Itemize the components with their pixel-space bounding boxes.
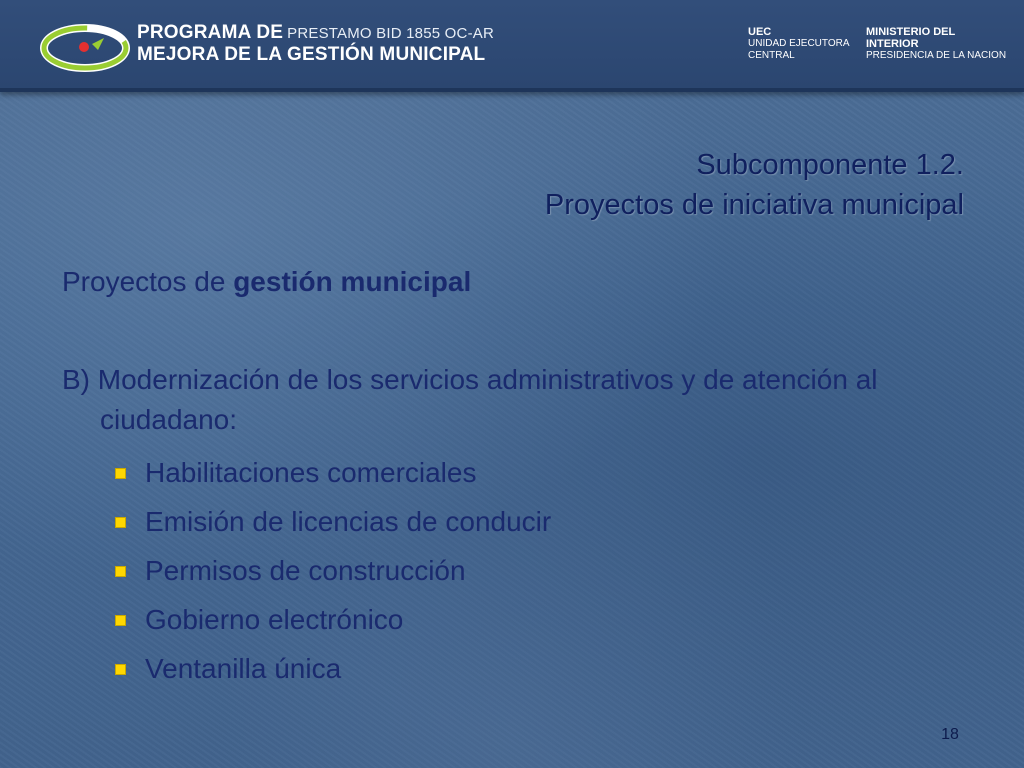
slide-body bbox=[62, 262, 962, 693]
bullet-square-icon bbox=[115, 664, 126, 675]
slide-title-line2: Proyectos de iniciativa municipal bbox=[544, 189, 964, 221]
uec-label bbox=[748, 26, 850, 62]
intro-text bbox=[62, 262, 962, 302]
list-item-label: Emisión de licencias de conducir bbox=[145, 506, 552, 537]
list-item-label: Permisos de construcción bbox=[145, 555, 466, 586]
intro-bold: gestión municipal bbox=[233, 266, 472, 297]
program-loan-label: PRESTAMO BID 1855 OC-AR bbox=[287, 25, 494, 42]
page-number: 18 bbox=[941, 726, 959, 743]
list-item-label: Habilitaciones comerciales bbox=[145, 457, 477, 488]
list-item bbox=[62, 595, 962, 644]
program-name bbox=[137, 22, 494, 65]
ministerio-line3: PRESIDENCIA DE LA NACION bbox=[866, 50, 1007, 61]
bullet-square-icon bbox=[115, 468, 126, 479]
list-item bbox=[62, 448, 962, 497]
list-item-label: Gobierno electrónico bbox=[145, 604, 404, 635]
slide-title-line1: Subcomponente 1.2. bbox=[696, 149, 964, 181]
programa-logo-icon bbox=[40, 20, 130, 76]
bullet-square-icon bbox=[115, 517, 126, 528]
bullet-square-icon bbox=[115, 566, 126, 577]
slide-title bbox=[264, 145, 964, 225]
list-item-label: Ventanilla única bbox=[145, 653, 342, 684]
program-name-line2: MEJORA DE LA GESTIÓN MUNICIPAL bbox=[137, 44, 486, 65]
ministerio-line1: MINISTERIO DEL bbox=[866, 26, 956, 38]
bullet-square-icon bbox=[115, 615, 126, 626]
intro-plain: Proyectos de bbox=[62, 266, 234, 297]
uec-title: UEC bbox=[748, 26, 772, 38]
section-heading: B) Modernización de los servicios administrativos y de atención al ciudadano: bbox=[62, 364, 878, 435]
uec-line2: CENTRAL bbox=[748, 50, 795, 61]
header-band bbox=[0, 0, 1024, 92]
list-item bbox=[62, 546, 962, 595]
list-item bbox=[62, 644, 962, 693]
list-item bbox=[62, 497, 962, 546]
uec-line1: UNIDAD EJECUTORA bbox=[748, 38, 850, 49]
program-name-line1: PROGRAMA DE bbox=[137, 22, 284, 43]
bullet-list bbox=[62, 448, 962, 693]
ministerio-line2: INTERIOR bbox=[866, 38, 919, 50]
ministerio-label bbox=[866, 26, 1006, 62]
